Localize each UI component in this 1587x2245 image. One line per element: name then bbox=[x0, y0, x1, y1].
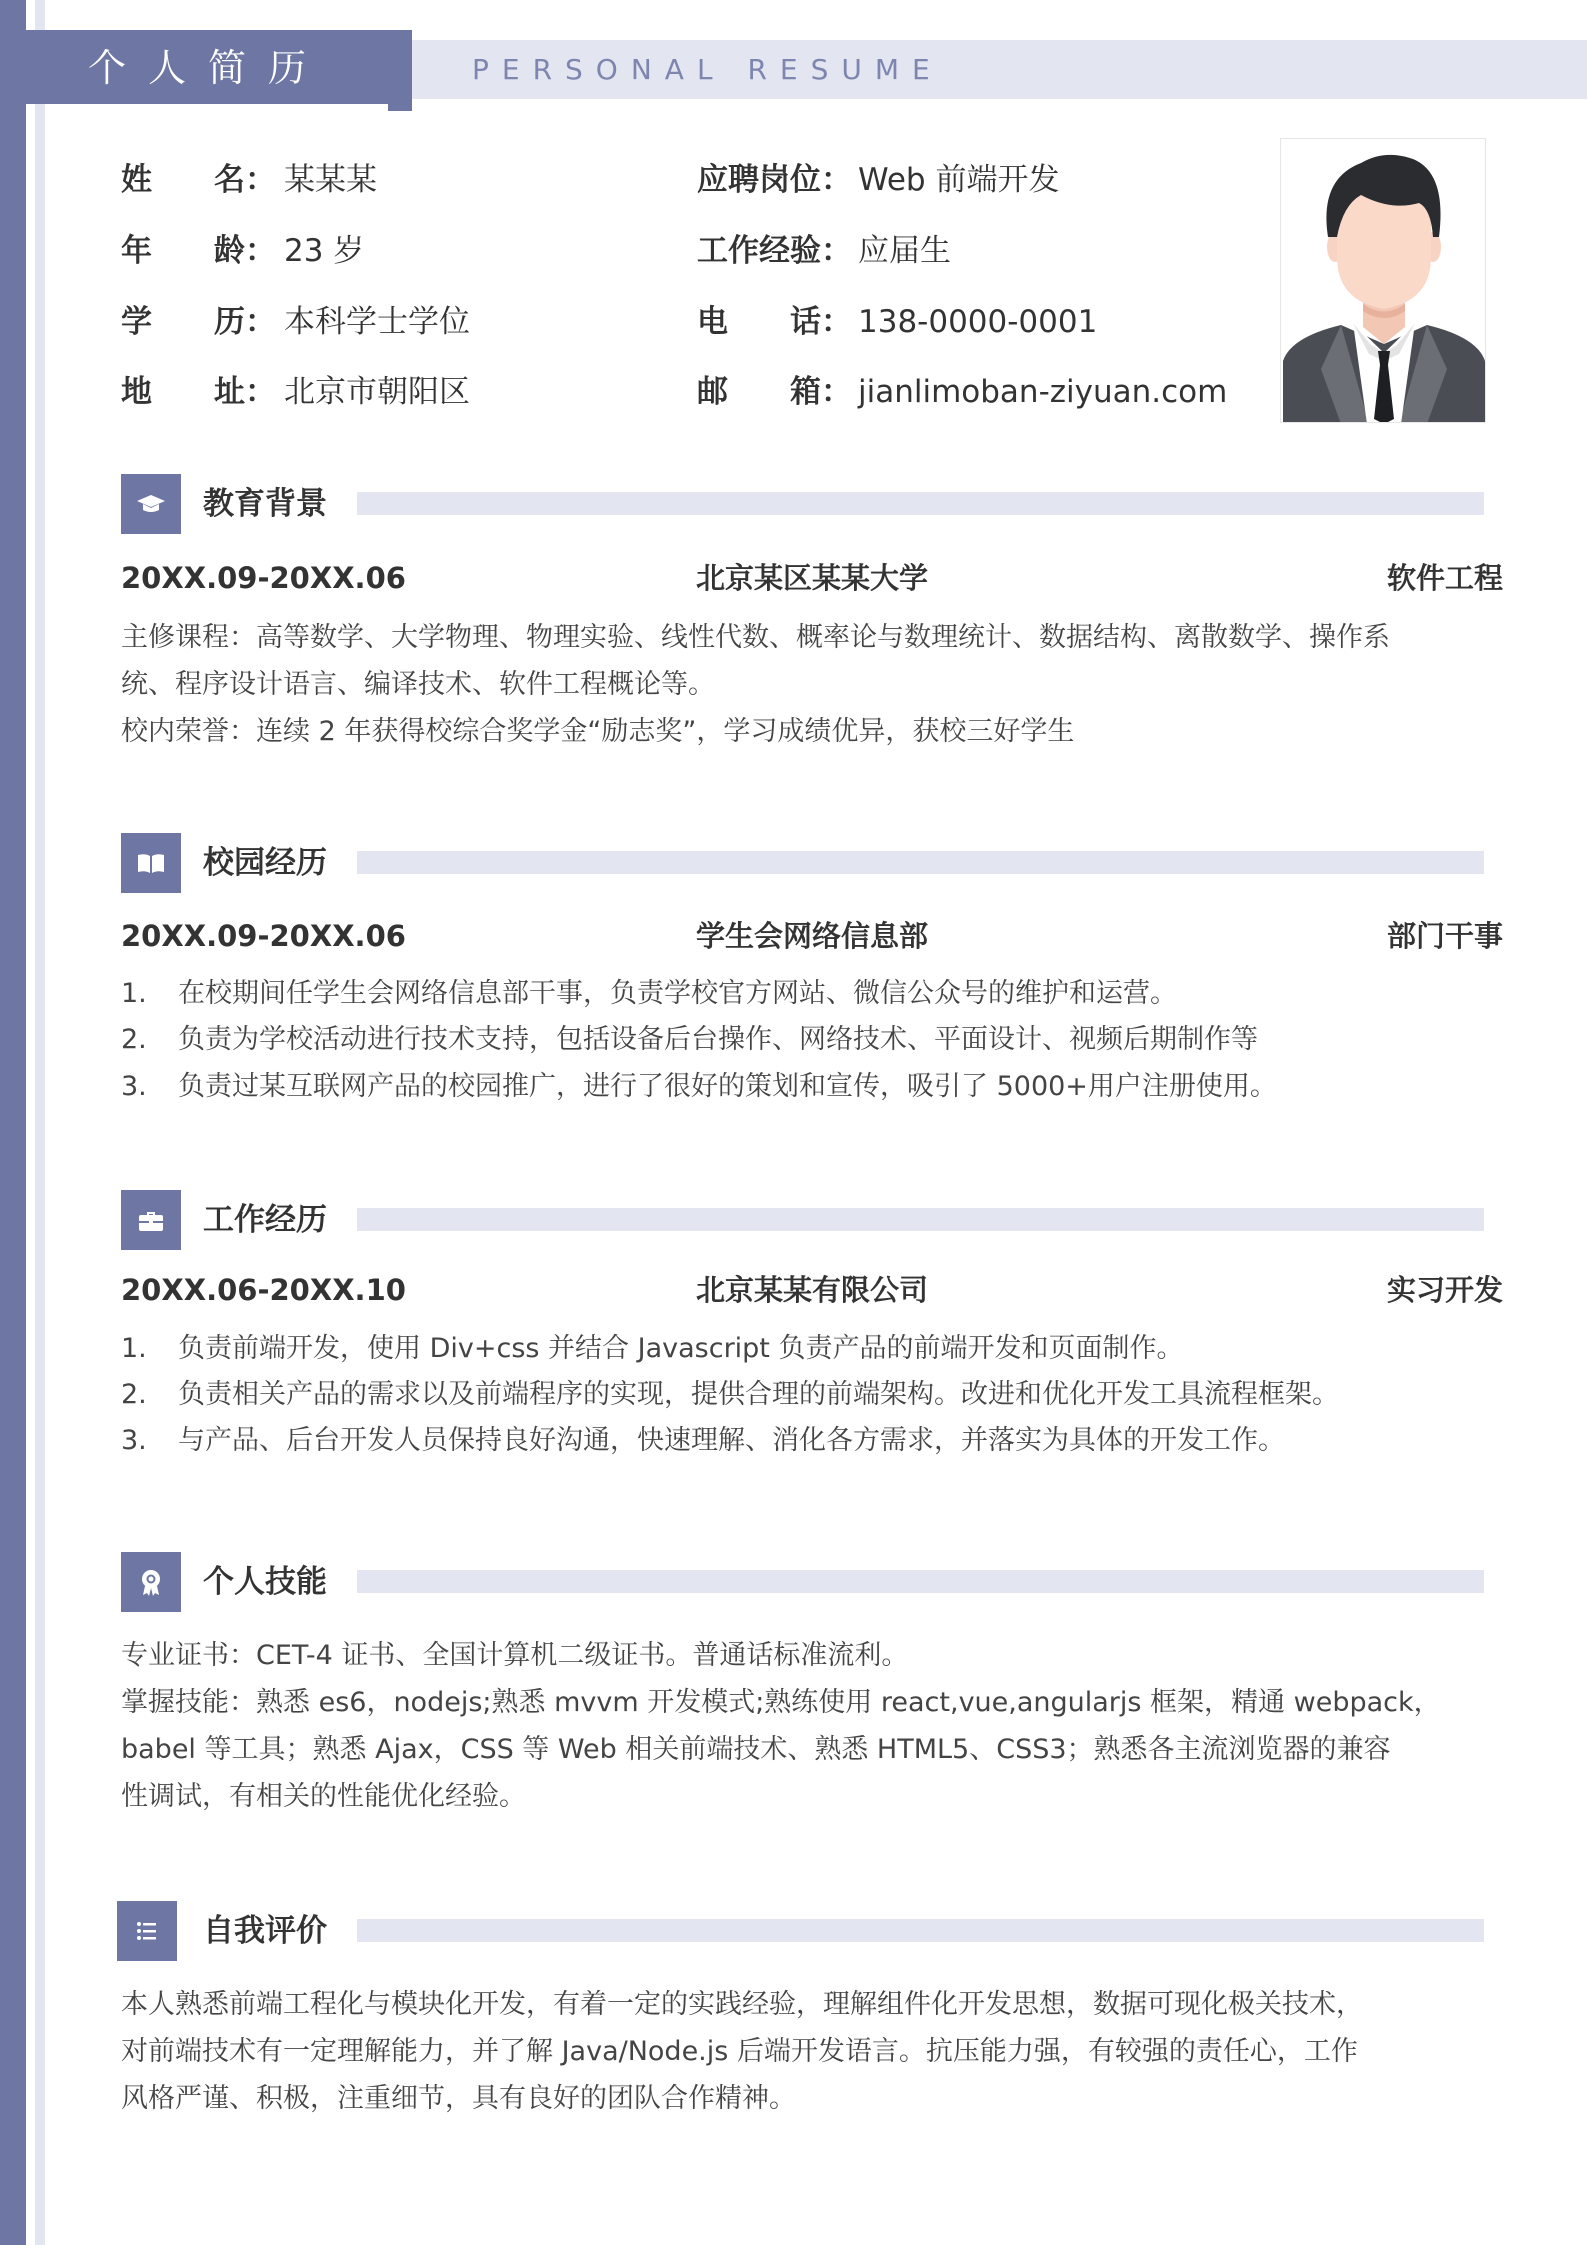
campus-item bbox=[121, 972, 1501, 1016]
education-entry bbox=[121, 558, 1503, 598]
list-icon bbox=[131, 1915, 163, 1947]
info-education-label: 学 历： bbox=[121, 304, 276, 340]
skills-line: 掌握技能：熟悉 es6，nodejs;熟悉 mvvm 开发模式;熟练使用 react,vue,angularjs 框架，精通 webpack， bbox=[121, 1687, 1441, 1718]
self-eval-line: 风格严谨、积极，注重细节，具有良好的团队合作精神。 bbox=[121, 2083, 796, 2114]
info-phone-label: 电 话： bbox=[697, 304, 852, 340]
list-number: 1. bbox=[121, 978, 147, 1009]
skills-certificates: 专业证书：CET-4 证书、全国计算机二级证书。普通话标准流利。 bbox=[121, 1640, 909, 1671]
left-light-stripe bbox=[35, 0, 45, 2245]
education-section-bar bbox=[357, 492, 1484, 515]
info-experience-label: 工作经验： bbox=[697, 233, 852, 269]
info-age-value: 23 岁 bbox=[284, 233, 365, 269]
info-name-label: 姓 名： bbox=[121, 162, 276, 198]
list-text: 负责相关产品的需求以及前端程序的实现，提供合理的前端架构。改进和优化开发工具流程框架。 bbox=[178, 1379, 1339, 1410]
self-eval-section-title: 自我评价 bbox=[203, 1913, 327, 1949]
campus-role: 部门干事 bbox=[1386, 919, 1503, 953]
list-number: 3. bbox=[121, 1425, 147, 1456]
profile-photo bbox=[1280, 138, 1486, 423]
skills-content bbox=[121, 1632, 1491, 1820]
work-section-title: 工作经历 bbox=[203, 1202, 327, 1238]
list-number: 2. bbox=[121, 1379, 147, 1410]
campus-item bbox=[121, 1018, 1501, 1062]
left-accent-stripe bbox=[0, 0, 26, 2245]
education-major: 软件工程 bbox=[1386, 561, 1503, 595]
education-period: 20XX.09-20XX.06 bbox=[121, 561, 406, 595]
award-icon bbox=[135, 1566, 167, 1598]
work-item bbox=[121, 1419, 1501, 1463]
self-eval-section-bar bbox=[357, 1919, 1484, 1942]
campus-section-title: 校园经历 bbox=[203, 845, 327, 881]
education-courses bbox=[121, 614, 1491, 755]
campus-org: 学生会网络信息部 bbox=[695, 919, 928, 953]
resume-subtitle: PERSONAL RESUME bbox=[472, 53, 943, 86]
list-text: 在校期间任学生会网络信息部干事，负责学校官方网站、微信公众号的维护和运营。 bbox=[178, 978, 1177, 1009]
work-entry bbox=[121, 1270, 1503, 1310]
education-courses-line1: 主修课程：高等数学、大学物理、物理实验、线性代数、概率论与数理统计、数据结构、离散数学、操作系 bbox=[121, 622, 1390, 653]
work-role: 实习开发 bbox=[1386, 1273, 1503, 1307]
info-phone-value: 138-0000-0001 bbox=[858, 304, 1098, 340]
skills-section-title: 个人技能 bbox=[203, 1564, 327, 1600]
list-text: 负责前端开发，使用 Div+css 并结合 Javascript 负责产品的前端开发和页面制作。 bbox=[178, 1333, 1184, 1364]
list-number: 1. bbox=[121, 1333, 147, 1364]
education-courses-line2: 统、程序设计语言、编译技术、软件工程概论等。 bbox=[121, 669, 715, 700]
list-text: 负责为学校活动进行技术支持，包括设备后台操作、网络技术、平面设计、视频后期制作等 bbox=[178, 1024, 1258, 1055]
work-period: 20XX.06-20XX.10 bbox=[121, 1273, 406, 1307]
info-position-label: 应聘岗位： bbox=[697, 162, 852, 198]
resume-title: 个人简历 bbox=[88, 46, 329, 90]
info-experience-value: 应届生 bbox=[858, 233, 951, 269]
self-eval-line: 对前端技术有一定理解能力，并了解 Java/Node.js 后端开发语言。抗压能力强，有较强的责任心，工作 bbox=[121, 2036, 1358, 2067]
self-eval-section-icon bbox=[117, 1901, 177, 1961]
info-position-value: Web 前端开发 bbox=[858, 162, 1060, 198]
campus-section-bar bbox=[357, 851, 1484, 874]
info-address-value: 北京市朝阳区 bbox=[284, 374, 470, 410]
education-school: 北京某区某某大学 bbox=[695, 561, 928, 595]
avatar-illustration bbox=[1281, 139, 1486, 423]
info-education-value: 本科学士学位 bbox=[284, 304, 470, 340]
skills-section-bar bbox=[357, 1570, 1484, 1593]
education-section-icon bbox=[121, 474, 181, 534]
skills-line: 性调试，有相关的性能优化经验。 bbox=[121, 1781, 526, 1812]
list-number: 2. bbox=[121, 1024, 147, 1055]
info-age-label: 年 龄： bbox=[121, 233, 276, 269]
list-text: 与产品、后台开发人员保持良好沟通，快速理解、消化各方需求，并落实为具体的开发工作。 bbox=[178, 1425, 1285, 1456]
campus-section-icon bbox=[121, 833, 181, 893]
briefcase-icon bbox=[135, 1204, 167, 1236]
skills-line: babel 等工具；熟悉 Ajax，CSS 等 Web 相关前端技术、熟悉 HTML5、CSS3；熟悉各主流浏览器的兼容 bbox=[121, 1734, 1391, 1765]
info-email-label: 邮 箱： bbox=[697, 374, 852, 410]
self-eval-line: 本人熟悉前端工程化与模块化开发，有着一定的实践经验，理解组件化开发思想，数据可现化极关技术， bbox=[121, 1989, 1363, 2020]
campus-period: 20XX.09-20XX.06 bbox=[121, 919, 406, 953]
campus-item bbox=[121, 1065, 1501, 1109]
work-company: 北京某某有限公司 bbox=[695, 1273, 928, 1307]
info-name-value: 某某某 bbox=[284, 162, 377, 198]
list-number: 3. bbox=[121, 1071, 147, 1102]
info-email-value: jianlimoban-ziyuan.com bbox=[858, 374, 1228, 410]
book-icon bbox=[135, 847, 167, 879]
work-section-bar bbox=[357, 1208, 1484, 1231]
list-text: 负责过某互联网产品的校园推广，进行了很好的策划和宣传，吸引了 5000+用户注册使用。 bbox=[178, 1071, 1277, 1102]
self-eval-content bbox=[121, 1981, 1491, 2122]
work-item bbox=[121, 1327, 1501, 1371]
graduation-cap-icon bbox=[135, 488, 167, 520]
skills-section-icon bbox=[121, 1552, 181, 1612]
work-item bbox=[121, 1373, 1501, 1417]
campus-entry bbox=[121, 916, 1503, 956]
info-address-label: 地 址： bbox=[121, 374, 276, 410]
education-honors: 校内荣誉：连续 2 年获得校综合奖学金“励志奖”，学习成绩优异，获校三好学生 bbox=[121, 716, 1075, 747]
work-section-icon bbox=[121, 1190, 181, 1250]
education-section-title: 教育背景 bbox=[203, 486, 327, 522]
